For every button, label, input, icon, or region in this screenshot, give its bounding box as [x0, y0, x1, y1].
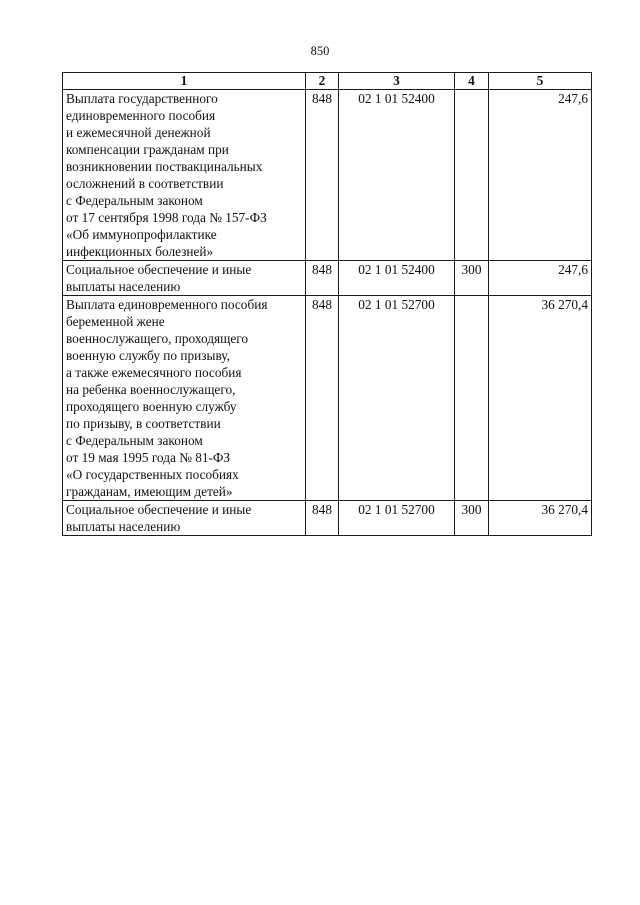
table-row — [63, 90, 592, 261]
row-expense-type: 300 — [455, 501, 489, 536]
row-name: Социальное обеспечение и иные выплаты населению — [63, 501, 306, 536]
table-header-row — [63, 73, 592, 90]
row-name: Выплата единовременного пособия беременной жене военнослужащего, проходящего военную службу по призыву, а также ежемесячного пособия на ребенка военнослужащего, проходящего военную службу по призыву, в соответствии с Федеральным законом от 19 мая 1995 года № 81-ФЗ «О государственных пособиях гражданам, имеющим детей» — [63, 296, 306, 501]
column-header-4: 4 — [455, 73, 489, 90]
row-expense-type — [455, 90, 489, 261]
budget-table — [62, 72, 592, 536]
row-program-code: 02 1 01 52700 — [339, 501, 455, 536]
row-program-code: 02 1 01 52400 — [339, 261, 455, 296]
row-expense-type: 300 — [455, 261, 489, 296]
row-name: Выплата государственного единовременного пособия и ежемесячной денежной компенсации гражданам при возникновении поствакцинальных осложнений в соответствии с Федеральным законом от 17 сентября 1998 года № 157-ФЗ «Об иммунопрофилактике инфекционных болезней» — [63, 90, 306, 261]
row-amount: 36 270,4 — [489, 296, 592, 501]
row-program-code: 02 1 01 52700 — [339, 296, 455, 501]
page-number: 850 — [310, 44, 330, 58]
row-name: Социальное обеспечение и иные выплаты населению — [63, 261, 306, 296]
row-program-code: 02 1 01 52400 — [339, 90, 455, 261]
row-ministry-code: 848 — [306, 296, 339, 501]
row-amount: 247,6 — [489, 90, 592, 261]
table-row — [63, 261, 592, 296]
row-expense-type — [455, 296, 489, 501]
row-amount: 247,6 — [489, 261, 592, 296]
column-header-3: 3 — [339, 73, 455, 90]
row-ministry-code: 848 — [306, 501, 339, 536]
column-header-1: 1 — [63, 73, 306, 90]
row-ministry-code: 848 — [306, 90, 339, 261]
table-row — [63, 501, 592, 536]
table-row — [63, 296, 592, 501]
column-header-5: 5 — [489, 73, 592, 90]
column-header-2: 2 — [306, 73, 339, 90]
row-amount: 36 270,4 — [489, 501, 592, 536]
row-ministry-code: 848 — [306, 261, 339, 296]
